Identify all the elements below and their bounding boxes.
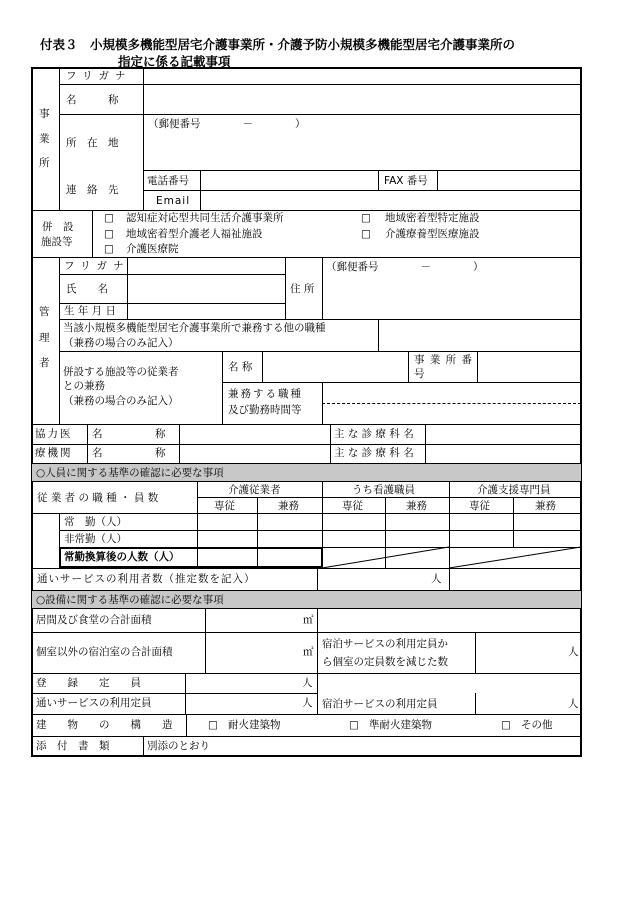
diagonal-a	[322, 547, 449, 568]
jinin-sub-3: 専従	[342, 500, 363, 512]
jinin-sub-1: 専従	[214, 500, 235, 512]
kanrisha-side-3: 者	[39, 357, 50, 369]
kozo-check-2[interactable]: □	[349, 719, 359, 731]
heisetsu-check-2[interactable]: □	[104, 228, 114, 240]
setsubi-kayoi-unit: 人	[302, 697, 313, 709]
setsubi-toroku: 登 録 定 員	[36, 677, 141, 689]
heisetsu-opt-5: 介護療養型医療施設	[385, 228, 480, 240]
setsubi-shukuhaku-2: ら個室の定員数を減じた数	[322, 656, 448, 668]
heisetsu-check-5[interactable]: □	[361, 228, 371, 240]
tsusho-label: 通いサービスの利用者数（推定数を記入）	[37, 573, 256, 585]
jinin-section-title: ○人員に関する基準の確認に必要な事項	[36, 467, 224, 479]
setsubi-toroku-unit: 人	[302, 677, 313, 689]
jigyosho-postal: （郵便番号 － ）	[148, 118, 306, 130]
jigyosho-side-1: 事	[39, 108, 50, 120]
setsubi-shukuhaku-teiin: 宿泊サービスの利用定員	[322, 698, 438, 710]
jinin-sub-4: 兼務	[406, 500, 427, 512]
kanrisha-postal: （郵便番号 － ）	[326, 261, 484, 273]
setsubi-kayoi: 通いサービスの利用定員	[36, 697, 152, 709]
kanrisha-other-2: との兼務	[63, 380, 105, 392]
heisetsu-check-3[interactable]: □	[104, 243, 114, 255]
kanrisha-kenmu-2: （兼務の場合のみ記入）	[63, 337, 179, 349]
kozo-opt-3: その他	[521, 719, 553, 731]
kozo-opt-1: 耐火建築物	[228, 719, 281, 731]
kanrisha-name-label: 氏 名	[66, 283, 108, 295]
heisetsu-opt-2: 地域密着型介護老人福祉施設	[126, 228, 263, 240]
kanrisha-jusho-label: 住 所	[290, 283, 315, 295]
setsubi-kyoma: 居間及び食堂の合計面積	[36, 614, 152, 626]
kanrisha-other-1: 併設する施設等の従業者	[63, 366, 179, 378]
kanrisha-jikan-2: 及び勤務時間等	[228, 404, 302, 416]
setsubi-koshitsu: 個室以外の宿泊室の合計面積	[36, 646, 173, 658]
jigyosho-side-2: 業	[39, 133, 50, 145]
kyoryoku-label-2: 療機関	[35, 447, 73, 459]
jigyosho-side-3: 所	[39, 157, 50, 169]
kanrisha-kenmu-1: 当該小規模多機能型居宅介護事業所で兼務する他の職種	[63, 322, 326, 334]
setsubi-kozo: 建 物 の 構 造	[36, 719, 173, 731]
jigyosho-name-label: 名 称	[66, 94, 119, 106]
tsusho-unit: 人	[431, 573, 442, 585]
setsubi-kyoma-sqm: ㎡	[303, 614, 314, 626]
kyoryoku-shinryo-1: 主 な 診 療 科 名	[334, 428, 414, 440]
heisetsu-opt-3: 介護医療院	[126, 243, 179, 255]
jinin-group-3: 介護支援専門員	[477, 484, 551, 496]
jigyosho-fax-label: FAX 番号	[384, 175, 428, 187]
kyoryoku-name-2: 名 称	[92, 447, 166, 459]
heisetsu-check-4[interactable]: □	[361, 212, 371, 224]
kanrisha-other-3: （兼務の場合のみ記入）	[63, 395, 179, 407]
kanrisha-jikan-1: 兼務する職種	[228, 388, 303, 400]
jigyosho-contact-label: 連 絡 先	[66, 184, 119, 196]
kanrisha-side-2: 理	[39, 332, 50, 344]
jinin-sub-5: 専従	[469, 500, 490, 512]
kozo-check-3[interactable]: □	[501, 719, 511, 731]
setsubi-koshitsu-sqm: ㎡	[303, 646, 314, 658]
kanrisha-bango-1: 事 業 所 番	[414, 354, 474, 366]
jinin-sub-2: 兼務	[278, 500, 299, 512]
heisetsu-opt-4: 地域密着型特定施設	[385, 212, 480, 224]
heisetsu-check-1[interactable]: □	[104, 212, 114, 224]
setsubi-tenpu: 添 付 書 類	[36, 740, 110, 752]
diagonal-b	[449, 547, 581, 568]
jigyosho-address-label: 所 在 地	[66, 137, 119, 149]
kanrisha-bango-2: 号	[414, 368, 425, 380]
kanrisha-side-1: 管	[39, 306, 50, 318]
form-subtitle: 指定に係る記載事項	[118, 54, 231, 69]
kyoryoku-label-1: 協力医	[35, 428, 73, 440]
form-title: 付表３ 小規模多機能型居宅介護事業所・介護予防小規模多機能型居宅介護事業所の	[40, 37, 516, 52]
setsubi-section-title: ○設備に関する基準の確認に必要な事項	[36, 594, 224, 606]
jigyosho-furigana-label: フリガナ	[66, 70, 132, 82]
jinin-group-2: うち看護職員	[352, 484, 415, 496]
kanrisha-birth-label: 生 年 月 日	[64, 305, 117, 317]
jinin-sub-6: 兼務	[535, 500, 556, 512]
jinin-row-hijokin: 非常勤（人）	[64, 533, 127, 545]
kanrisha-furigana-label: フリガナ	[64, 260, 130, 272]
kanrisha-meisho-label: 名 称	[228, 361, 253, 373]
jinin-row-jokin: 常 勤（人）	[64, 516, 127, 528]
setsubi-shukuhaku-teiin-unit: 人	[568, 698, 579, 710]
jigyosho-tel-label: 電話番号	[147, 175, 189, 187]
jinin-group-1: 介護従業者	[228, 484, 281, 496]
setsubi-shukuhaku-unit: 人	[568, 646, 579, 658]
heisetsu-opt-1: 認知症対応型共同生活介護事業所	[126, 212, 284, 224]
jigyosho-email-label: Email	[156, 195, 191, 207]
kyoryoku-name-1: 名 称	[92, 428, 166, 440]
heisetsu-label-1: 併 設	[42, 221, 74, 233]
jinin-row-fte: 常勤換算後の人数（人）	[64, 551, 180, 563]
heisetsu-label-2: 施設等	[41, 236, 73, 248]
jinin-header: 従 業 者 の 職 種 ・ 員 数	[37, 492, 159, 504]
setsubi-shukuhaku-1: 宿泊サービスの利用定員か	[322, 638, 448, 650]
setsubi-tenpu-value: 別添のとおり	[147, 740, 210, 752]
kozo-check-1[interactable]: □	[208, 719, 218, 731]
kyoryoku-shinryo-2: 主 な 診 療 科 名	[334, 447, 414, 459]
kozo-opt-2: 準耐火建築物	[369, 719, 432, 731]
